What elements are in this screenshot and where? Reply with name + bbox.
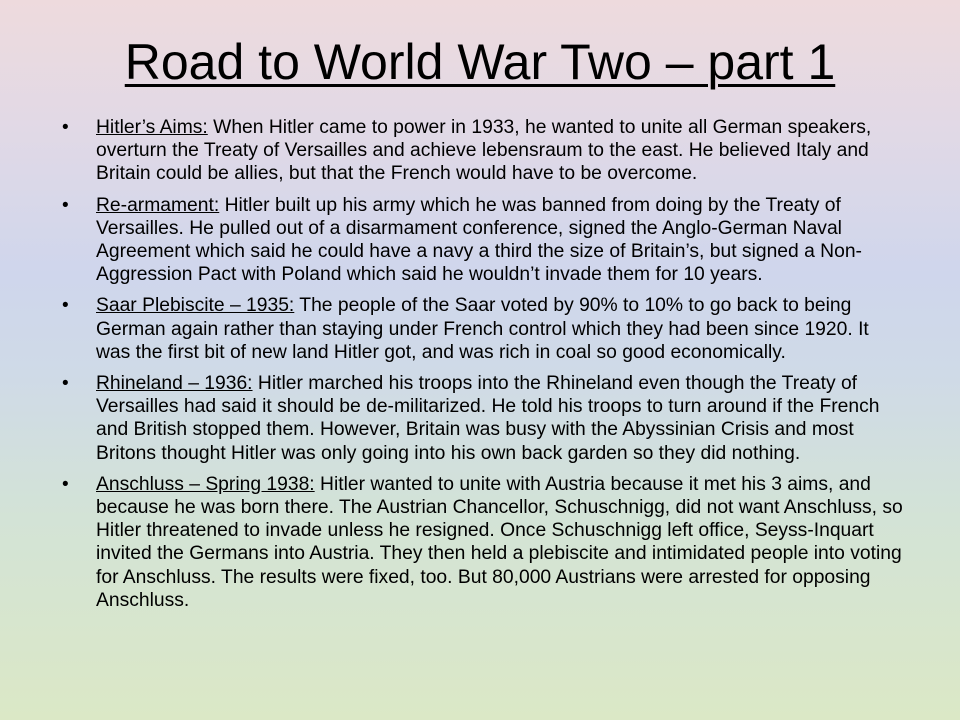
bullet-item-re-armament (62, 194, 904, 287)
bullet-heading: Hitler’s Aims: (96, 117, 208, 138)
bullet-heading: Re-armament: (96, 194, 220, 216)
bullet-item-saar-plebiscite (62, 294, 904, 364)
bullet-item-anschluss (62, 473, 904, 612)
bullet-heading: Anschluss – Spring 1938: (96, 473, 315, 495)
bullet-text: The people of the Saar voted by 90% to 10% to go back to being German again rather than staying under French control which they had been since 1920. It was the first bit of new land Hitler got, and was rich in coal so good economically. (96, 295, 869, 363)
bullet-text: Hitler marched his troops into the Rhineland even though the Treaty of Versailles had said it should be de-militarized. He told his troops to turn around if the French and British stopped them. However, Britain was busy with the Abyssinian Crisis and most Britons thought Hitler was only going into his own back garden so they did nothing. (96, 373, 880, 464)
bullet-point-icon: • (62, 194, 69, 216)
bullet-text: When Hitler came to power in 1933, he wanted to unite all German speakers, overturn the Treaty of Versailles and achieve lebensraum to the east. He believed Italy and Britain could be allies, but that the French would have to be overcome. (96, 117, 872, 185)
bullet-point-icon: • (62, 295, 69, 317)
slide-title: Road to World War Two – part 1 (124, 34, 836, 90)
bullet-point-icon: • (62, 473, 69, 495)
bullet-heading: Rhineland – 1936: (96, 373, 253, 395)
bullet-item-hitlers-aims (62, 116, 904, 186)
bullet-heading: Saar Plebiscite – 1935: (96, 295, 295, 317)
bullet-text: Hitler built up his army which he was banned from doing by the Treaty of Versailles. He pulled out of a disarmament conference, signed the Anglo-German Naval Agreement which said he could have a navy a third the size of Britain’s, but signed a Non-Aggression Pact with Poland which said he wouldn’t invade them for 10 years. (96, 194, 862, 286)
bullet-list (62, 116, 904, 620)
bullet-point-icon: • (62, 117, 69, 138)
bullet-item-rhineland (62, 372, 904, 465)
bullet-text: Hitler wanted to unite with Austria because it met his 3 aims, and because he was born there. The Austrian Chancellor, Schuschnigg, did not want Anschluss, so Hitler threatened to invade unless he resigned. Once Schuschnigg left office, Seyss-Inquart invited the Germans into Austria. They then held a plebiscite and intimidated people into voting for Anschluss. The results were fixed, too. But 80,000 Austrians were arrested for opposing Anschluss. (96, 473, 903, 611)
bullet-point-icon: • (62, 373, 69, 395)
